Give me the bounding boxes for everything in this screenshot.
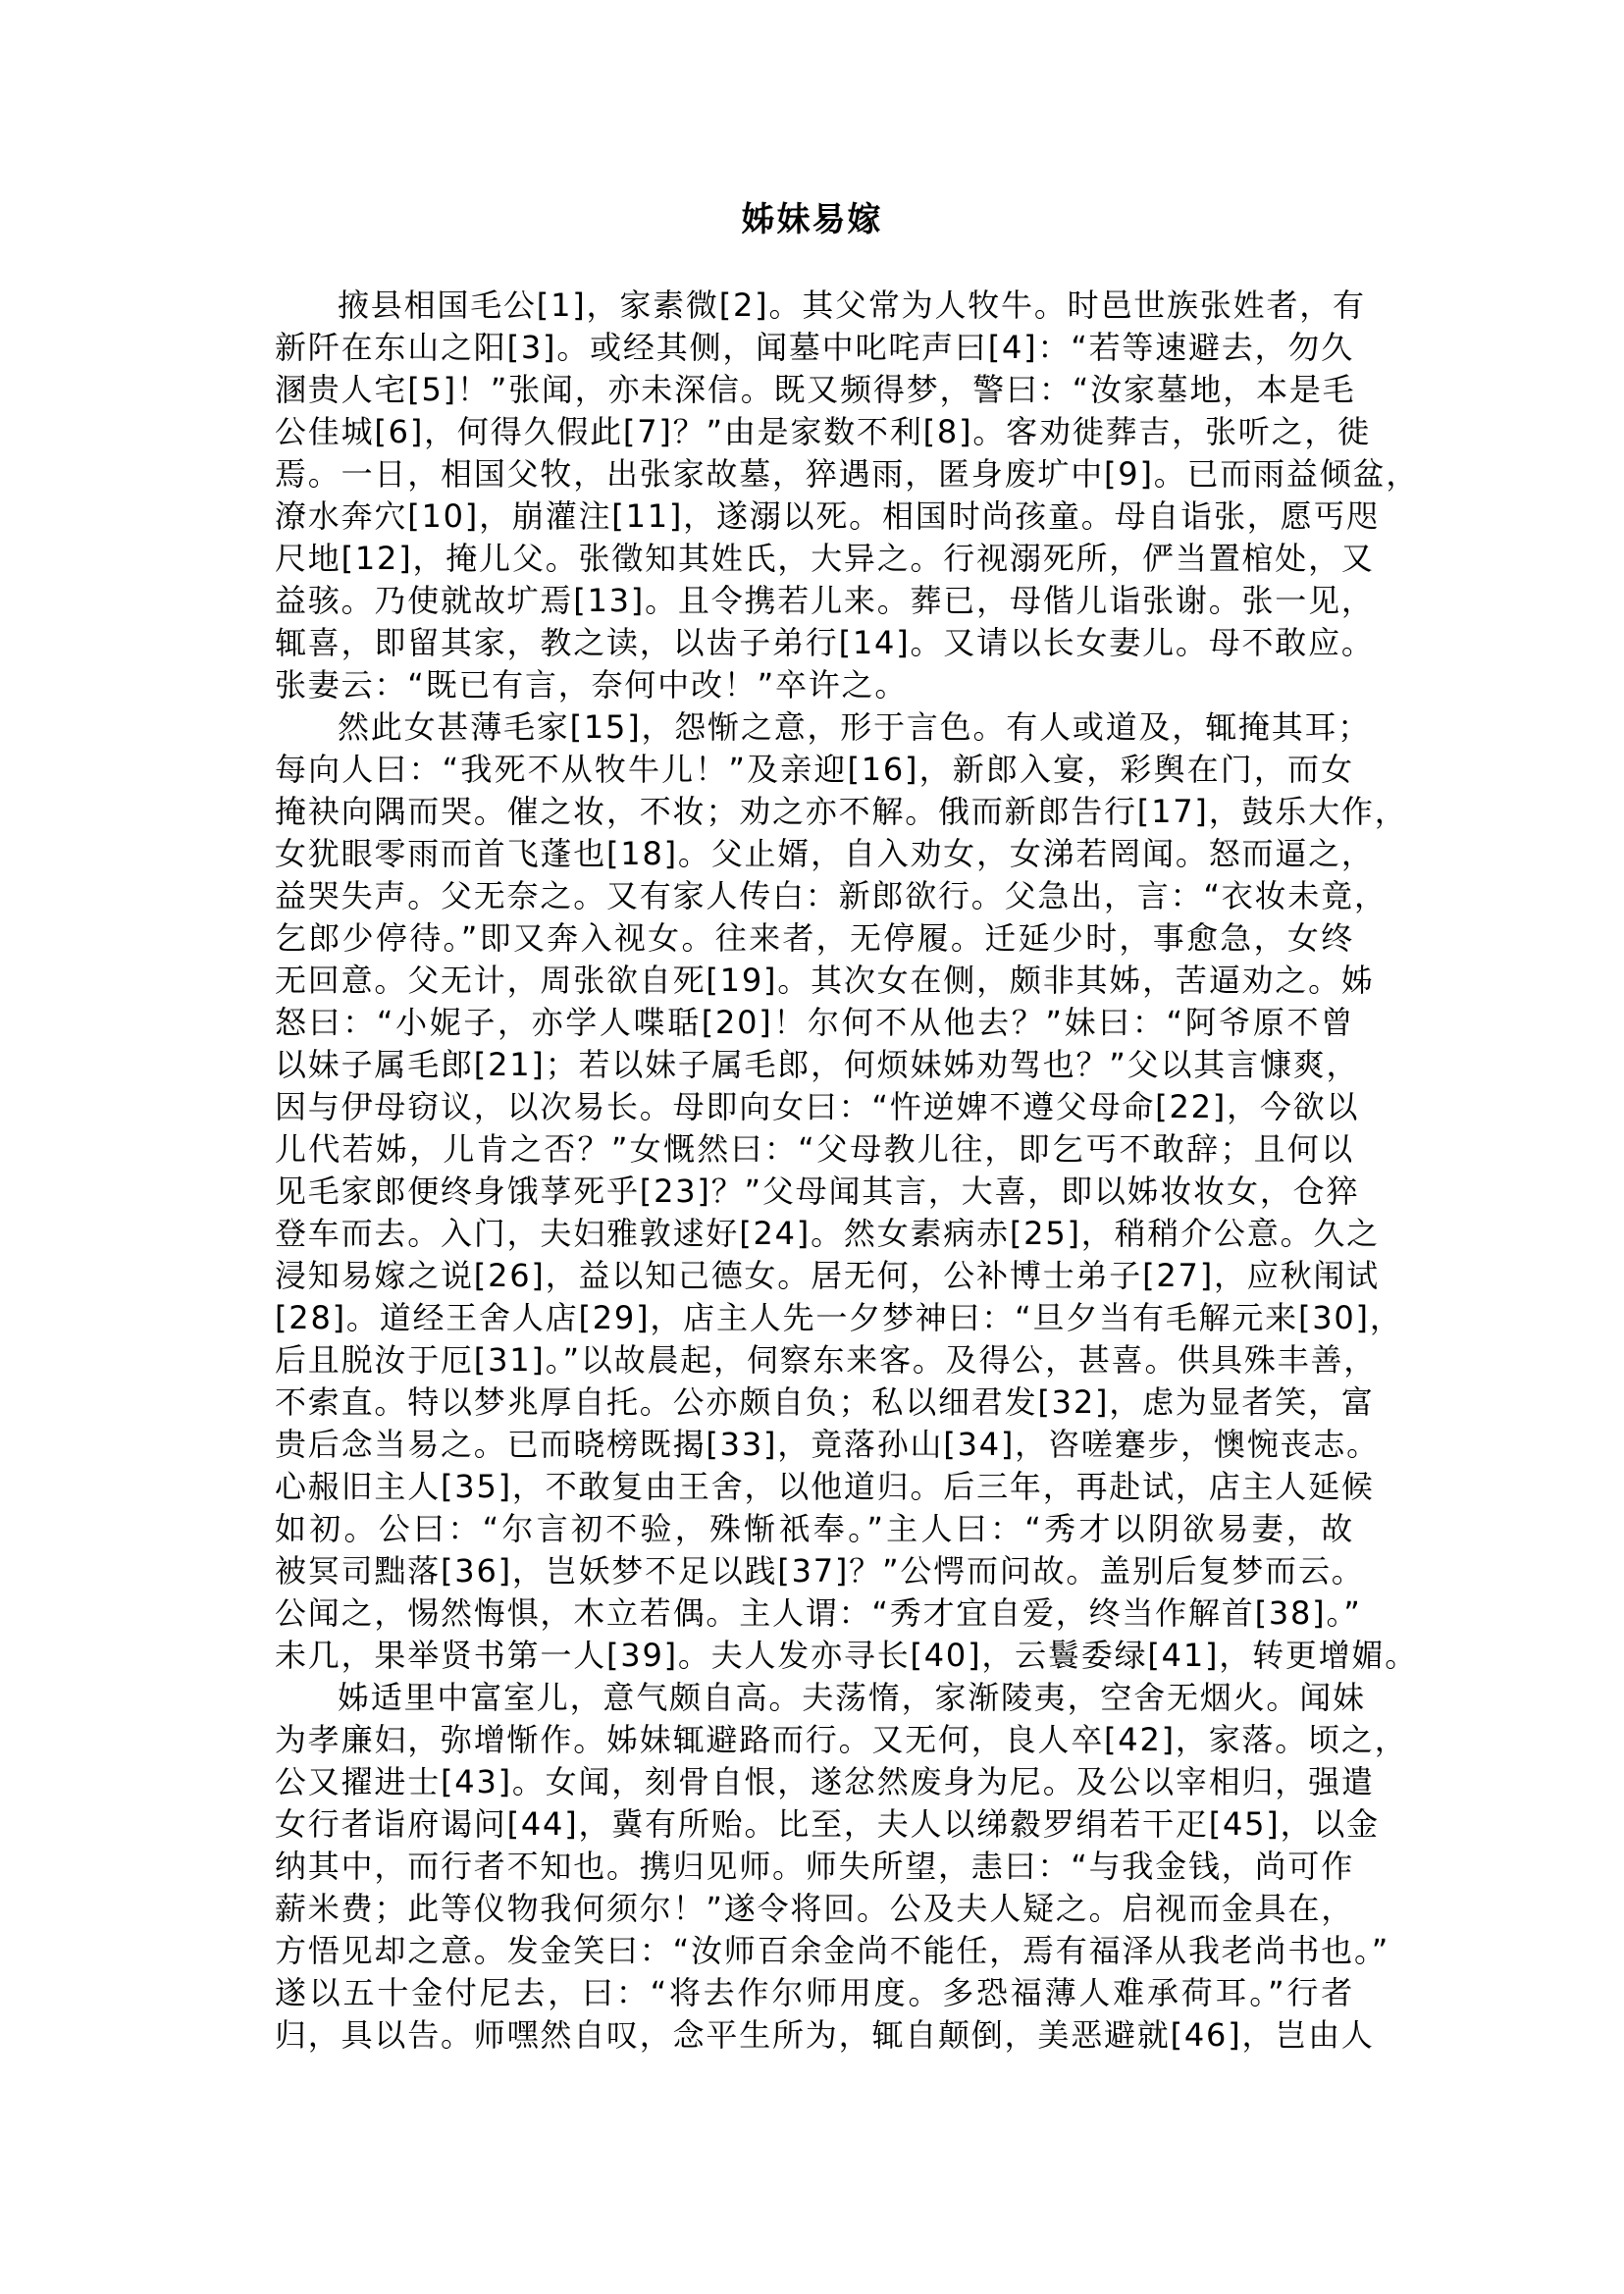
text-line: 为孝廉妇，弥增惭作。姊妹辄避路而行。又无何，良人卒[42]，家落。顷之， xyxy=(275,1721,1408,1758)
text-line: 姊适里中富室儿，意气颇自高。夫荡惰，家渐陵夷，空舍无烟火。闻妹 xyxy=(338,1679,1366,1716)
text-line: 尺地[12]，掩儿父。张徵知其姓氏，大异之。行视溺死所，俨当置棺处，又 xyxy=(275,540,1375,577)
text-line: 潦水奔穴[10]，崩灌注[11]，遂溺以死。相国时尚孩童。母自诣张，愿丐咫 xyxy=(275,497,1380,535)
text-line: 女行者诣府谒问[44]，冀有所贻。比至，夫人以绨縠罗绢若干疋[45]，以金 xyxy=(275,1805,1380,1843)
text-line: 浸知易嫁之说[26]，益以知己德女。居无何，公补博士弟子[27]，应秋闱试 xyxy=(275,1257,1380,1294)
text-line: 心赧旧主人[35]，不敢复由王舍，以他道归。后三年，再赴试，店主人延候 xyxy=(275,1468,1375,1505)
text-line: 焉。一日，相国父牧，出张家故墓，猝遇雨，匿身废圹中[9]。已而雨益倾盆， xyxy=(275,455,1420,493)
text-line: [28]。道经王舍人店[29]，店主人先一夕梦神曰：“旦夕当有毛解元来[30]， xyxy=(275,1299,1403,1336)
text-line: 以妹子属毛郎[21]；若以妹子属毛郎，何烦妹姊劝驾也？”父以其言慷爽， xyxy=(275,1046,1360,1083)
text-line: 后且脱汝于厄[31]。”以故晨起，伺察东来客。及得公，甚喜。供具殊丰善， xyxy=(275,1341,1378,1379)
text-line: 登车而去。入门，夫妇雅敦逑好[24]。然女素病赤[25]，稍稍介公意。久之 xyxy=(275,1215,1380,1252)
text-line: 归，具以告。师嘿然自叹，念平生所为，辄自颠倒，美恶避就[46]，岂由人 xyxy=(275,2016,1375,2054)
text-line: 溷贵人宅[5]！”张闻，亦未深信。既又频得梦，警曰：“汝家墓地，本是毛 xyxy=(275,371,1356,408)
text-line: 然此女甚薄毛家[15]，怨惭之意，形于言色。有人或道及，辄掩其耳； xyxy=(338,708,1372,746)
text-line: 如初。公曰：“尔言初不验，殊惭祇奉。”主人曰：“秀才以阴欲易妻，故 xyxy=(275,1510,1354,1547)
text-line: 薪米费；此等仪物我何须尔！”遂令将回。公及夫人疑之。启视而金具在， xyxy=(275,1890,1354,1927)
document-title: 姊妹易嫁 xyxy=(741,200,883,239)
text-line: 公又擢进士[43]。女闻，刻骨自恨，遂忿然废身为尼。及公以宰相归，强遣 xyxy=(275,1763,1375,1800)
text-line: 被冥司黜落[36]，岂妖梦不足以践[37]？”公愕而问故。盖别后复梦而云。 xyxy=(275,1552,1365,1590)
text-line: 纳其中，而行者不知也。携归见师。师失所望，恚曰：“与我金钱，尚可作 xyxy=(275,1848,1354,1885)
text-line: 每向人曰：“我死不从牧牛儿！”及亲迎[16]，新郎入宴，彩舆在门，而女 xyxy=(275,751,1354,788)
text-line: 张妻云：“既已有言，奈何中改！”卒许之。 xyxy=(275,666,909,704)
text-line: 见毛家郎便终身饿莩死乎[23]？”父母闻其言，大喜，即以姊妆妆女，仓猝 xyxy=(275,1173,1360,1210)
text-line: 辄喜，即留其家，教之读，以齿子弟行[14]。又请以长女妻儿。母不敢应。 xyxy=(275,624,1375,661)
text-line: 掩袂向隅而哭。催之妆，不妆；劝之亦不解。俄而新郎告行[17]，鼓乐大作， xyxy=(275,793,1408,830)
text-line: 儿代若姊，儿肯之否？”女慨然曰：“父母教儿往，即乞丐不敢辞；且何以 xyxy=(275,1130,1354,1168)
text-line: 公佳城[6]，何得久假此[7]？”由是家数不利[8]。客劝徙葬吉，张听之，徙 xyxy=(275,413,1371,450)
text-line: 无回意。父无计，周张欲自死[19]。其次女在侧，颇非其姊，苦逼劝之。姊 xyxy=(275,962,1375,999)
text-line: 贵后念当易之。已而晓榜既揭[33]，竟落孙山[34]，咨嗟蹇步，懊惋丧志。 xyxy=(275,1426,1380,1463)
text-line: 公闻之，惕然悔惧，木立若偶。主人谓：“秀才宜自爱，终当作解首[38]。” xyxy=(275,1594,1362,1632)
text-line: 未几，果举贤书第一人[39]。夫人发亦寻长[40]，云鬟委绿[41]，转更增媚。 xyxy=(275,1637,1419,1674)
text-line: 益骇。乃使就故圹焉[13]。且令携若儿来。葬已，母偕儿诣张谢。张一见， xyxy=(275,582,1375,619)
document-body xyxy=(275,285,1420,2057)
text-line: 掖县相国毛公[1]，家素微[2]。其父常为人牧牛。时邑世族张姓者，有 xyxy=(338,287,1366,324)
text-line: 怒曰：“小妮子，亦学人喋聒[20]！尔何不从他去？”妹曰：“阿爷原不曾 xyxy=(275,1004,1354,1041)
text-line: 遂以五十金付尼去，曰：“将去作尔师用度。多恐福薄人难承荷耳。”行者 xyxy=(275,1974,1354,2011)
text-line: 因与伊母窃议，以次易长。母即向女曰：“忤逆婢不遵父母命[22]，今欲以 xyxy=(275,1088,1360,1125)
text-line: 乞郎少停待。”即又奔入视女。往来者，无停履。迁延少时，事愈急，女终 xyxy=(275,919,1354,957)
text-line: 益哭失声。父无奈之。又有家人传白：新郎欲行。父急出，言：“衣妆未竟， xyxy=(275,877,1388,914)
text-line: 新阡在东山之阳[3]。或经其侧，闻墓中叱咤声曰[4]：“若等速避去，勿久 xyxy=(275,329,1355,366)
text-line: 女犹眼零雨而首飞蓬也[18]。父止婿，自入劝女，女涕若罔闻。怒而逼之， xyxy=(275,835,1375,872)
text-line: 不索直。特以梦兆厚自托。公亦颇自负；私以细君发[32]，虑为显者笑，富 xyxy=(275,1383,1375,1421)
text-line: 方悟见却之意。发金笑曰：“汝师百余金尚不能任，焉有福泽从我老尚书也。” xyxy=(275,1932,1390,1969)
